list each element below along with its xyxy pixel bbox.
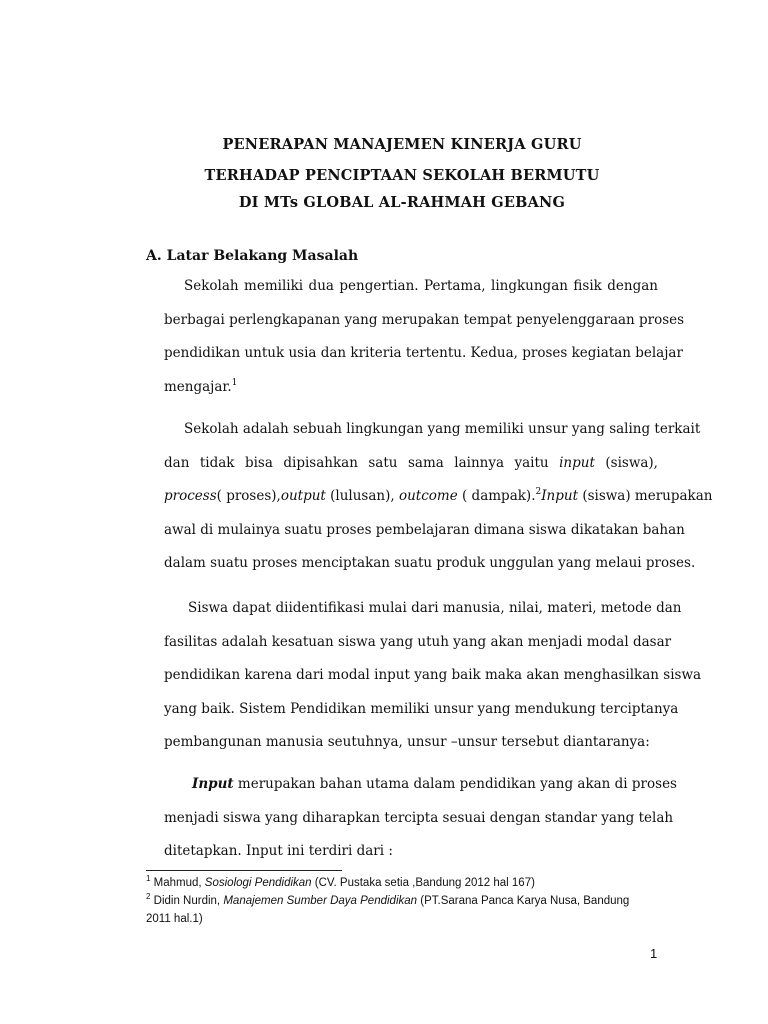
paragraph-line: pendidikan karena dari modal input yang baik maka akan menghasilkan siswa [164, 667, 702, 683]
paragraph-4 [164, 768, 677, 869]
paragraph-line: berbagai perlengkapanan yang merupakan tempat penyelenggaraan proses [164, 311, 685, 328]
paragraph-line: dalam suatu proses menciptakan suatu produk unggulan yang melaui proses. [164, 555, 696, 571]
footnote-ref-2[interactable]: 2 [535, 487, 542, 497]
paragraph-line: pembangunan manusia seutuhnya, unsur –unsur tersebut diantaranya: [164, 734, 650, 750]
paragraph-line: process( proses),output (lulusan), outcome ( dampak).$^2$Input (siswa) merupakan [164, 487, 713, 504]
paragraph-line: Siswa dapat diidentifikasi mulai dari manusia, nilai, materi, metode dan [188, 600, 682, 616]
paragraph-1 [164, 270, 685, 404]
paragraph-line: fasilitas adalah kesatuan siswa yang utuh yang akan menjadi modal dasar [164, 633, 672, 650]
footnote-ref-1[interactable]: 1 [231, 377, 238, 388]
paragraph-line: Input merupakan bahan utama dalam pendidikan yang akan di proses [192, 776, 677, 792]
paragraph-line: yang baik. Sistem Pendidikan memiliki unsur yang mendukung terciptanya [164, 700, 679, 717]
paragraph-line: Sekolah memiliki dua pengertian. Pertama, lingkungan fisik dengan [184, 278, 658, 294]
footnote-separator [146, 870, 342, 871]
paragraph-line: Sekolah adalah sebuah lingkungan yang memiliki unsur yang saling terkait [184, 421, 701, 437]
paragraph-line: mengajar.$^1$ [164, 377, 238, 395]
footnotes [146, 874, 666, 928]
paragraph-line: pendidikan untuk usia dan kriteria tertentu. Kedua, proses kegiatan belajar [164, 345, 683, 361]
section-heading: A. Latar Belakang Masalah [146, 248, 359, 264]
paragraph-line: menjadi siswa yang diharapkan tercipta sesuai dengan standar yang telah [164, 809, 674, 826]
page-number: 1 [650, 946, 658, 961]
paragraph-2 [164, 413, 713, 581]
footnote-2-continued: 2011 hal.1) [146, 913, 203, 925]
paragraph-line: awal di mulainya suatu proses pembelajaran dimana siswa dikatakan bahan [164, 521, 685, 538]
paragraph-line: ditetapkan. Input ini terdiri dari : [164, 843, 393, 859]
title-line-3: DI MTs GLOBAL AL-RAHMAH GEBANG [238, 194, 566, 211]
title-line-1: PENERAPAN MANAJEMEN KINERJA GURU [222, 136, 582, 153]
paragraph-3 [164, 592, 702, 760]
paragraph-line: dan tidak bisa dipisahkan satu sama lainnya yaitu input (siswa), [164, 454, 658, 471]
footnote-1: $^1$ Mahmud, Sosiologi Pendidikan (CV. Pustaka setia ,Bandung 2012 hal 167) [146, 874, 535, 889]
footnote-2: $^2$ Didin Nurdin, Manajemen Sumber Daya Pendidikan (PT.Sarana Panca Karya Nusa, Bandung [146, 892, 630, 907]
title-line-2: TERHADAP PENCIPTAAN SEKOLAH BERMUTU [204, 167, 600, 184]
